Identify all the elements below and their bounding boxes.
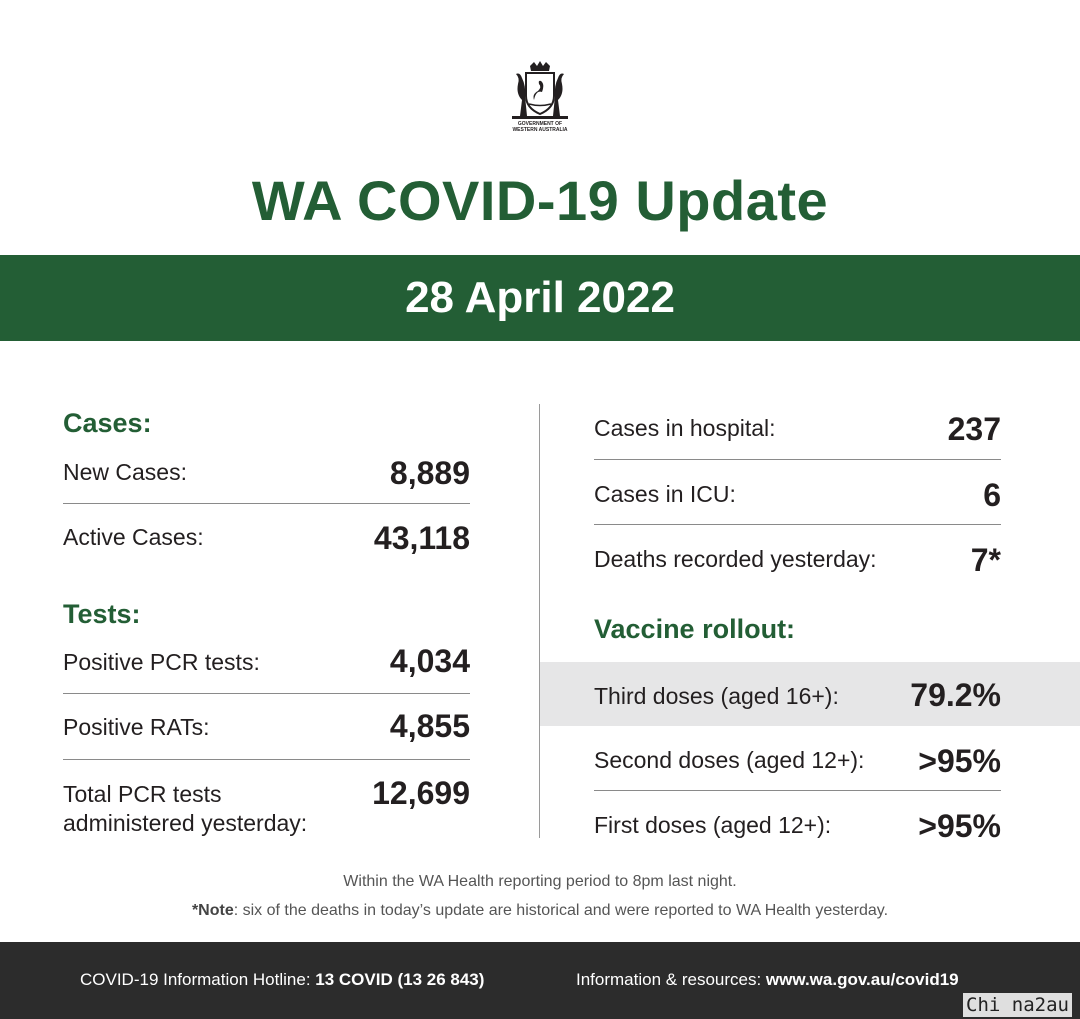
vaccine-heading: Vaccine rollout:: [594, 614, 796, 644]
positive-rats-value: 4,855: [389, 708, 470, 744]
logo-caption-line2: WESTERN AUSTRALIA: [512, 127, 568, 133]
column-divider: [539, 404, 540, 838]
third-doses-label: Third doses (aged 16+):: [594, 683, 839, 709]
hotline-label: COVID-19 Information Hotline:: [80, 970, 316, 989]
active-cases-value: 43,118: [373, 520, 470, 556]
divider: [594, 459, 1001, 460]
total-pcr-label-line1: Total PCR tests: [63, 781, 222, 807]
divider: [63, 759, 470, 760]
third-doses-value: 79.2%: [910, 677, 1001, 713]
total-pcr-label-line2: administered yesterday:: [63, 810, 308, 836]
reporting-period-note: Within the WA Health reporting period to 8pm last night.: [343, 873, 737, 890]
positive-pcr-label: Positive PCR tests:: [63, 649, 260, 675]
report-date: 28 April 2022: [405, 273, 675, 322]
new-cases-label: New Cases:: [63, 459, 187, 485]
deaths-value: 7*: [970, 542, 1001, 578]
resources-info: [576, 970, 959, 990]
hospital-label: Cases in hospital:: [594, 415, 776, 441]
divider: [63, 503, 470, 504]
first-doses-label: First doses (aged 12+):: [594, 812, 832, 838]
tests-heading: Tests:: [63, 599, 141, 629]
icu-label: Cases in ICU:: [594, 481, 736, 507]
coat-of-arms-icon: [498, 60, 582, 122]
second-doses-value: >95%: [918, 743, 1001, 779]
date-banner: [0, 255, 1080, 341]
positive-rats-label: Positive RATs:: [63, 714, 210, 740]
resources-label: Information & resources:: [576, 970, 766, 989]
historical-deaths-note: [0, 902, 1080, 920]
first-doses-value: >95%: [918, 808, 1001, 844]
logo-caption-line1: GOVERNMENT OF: [517, 121, 563, 127]
total-pcr-value: 12,699: [372, 775, 470, 811]
divider: [594, 790, 1001, 791]
deaths-label: Deaths recorded yesterday:: [594, 546, 877, 572]
watermark: Chi na2au: [963, 993, 1072, 1017]
divider: [63, 693, 470, 694]
icu-value: 6: [983, 477, 1001, 513]
hotline-number: 13 COVID (13 26 843): [315, 970, 485, 989]
note-label: *Note: [191, 902, 234, 919]
divider: [594, 524, 1001, 525]
note-text: : six of the deaths in today’s update are historical and were reported to WA Health yesterday.: [233, 902, 889, 919]
new-cases-value: 8,889: [389, 455, 470, 491]
page-title: WA COVID-19 Update: [251, 169, 829, 232]
footer-bar: [0, 942, 1080, 1019]
resources-url: www.wa.gov.au/covid19: [765, 970, 959, 989]
positive-pcr-value: 4,034: [389, 643, 470, 679]
second-doses-label: Second doses (aged 12+):: [594, 747, 865, 773]
wa-government-crest-logo: [498, 60, 582, 138]
hospital-value: 237: [947, 411, 1001, 447]
active-cases-label: Active Cases:: [63, 524, 204, 550]
cases-heading: Cases:: [63, 408, 152, 438]
hotline-info: [80, 970, 484, 990]
